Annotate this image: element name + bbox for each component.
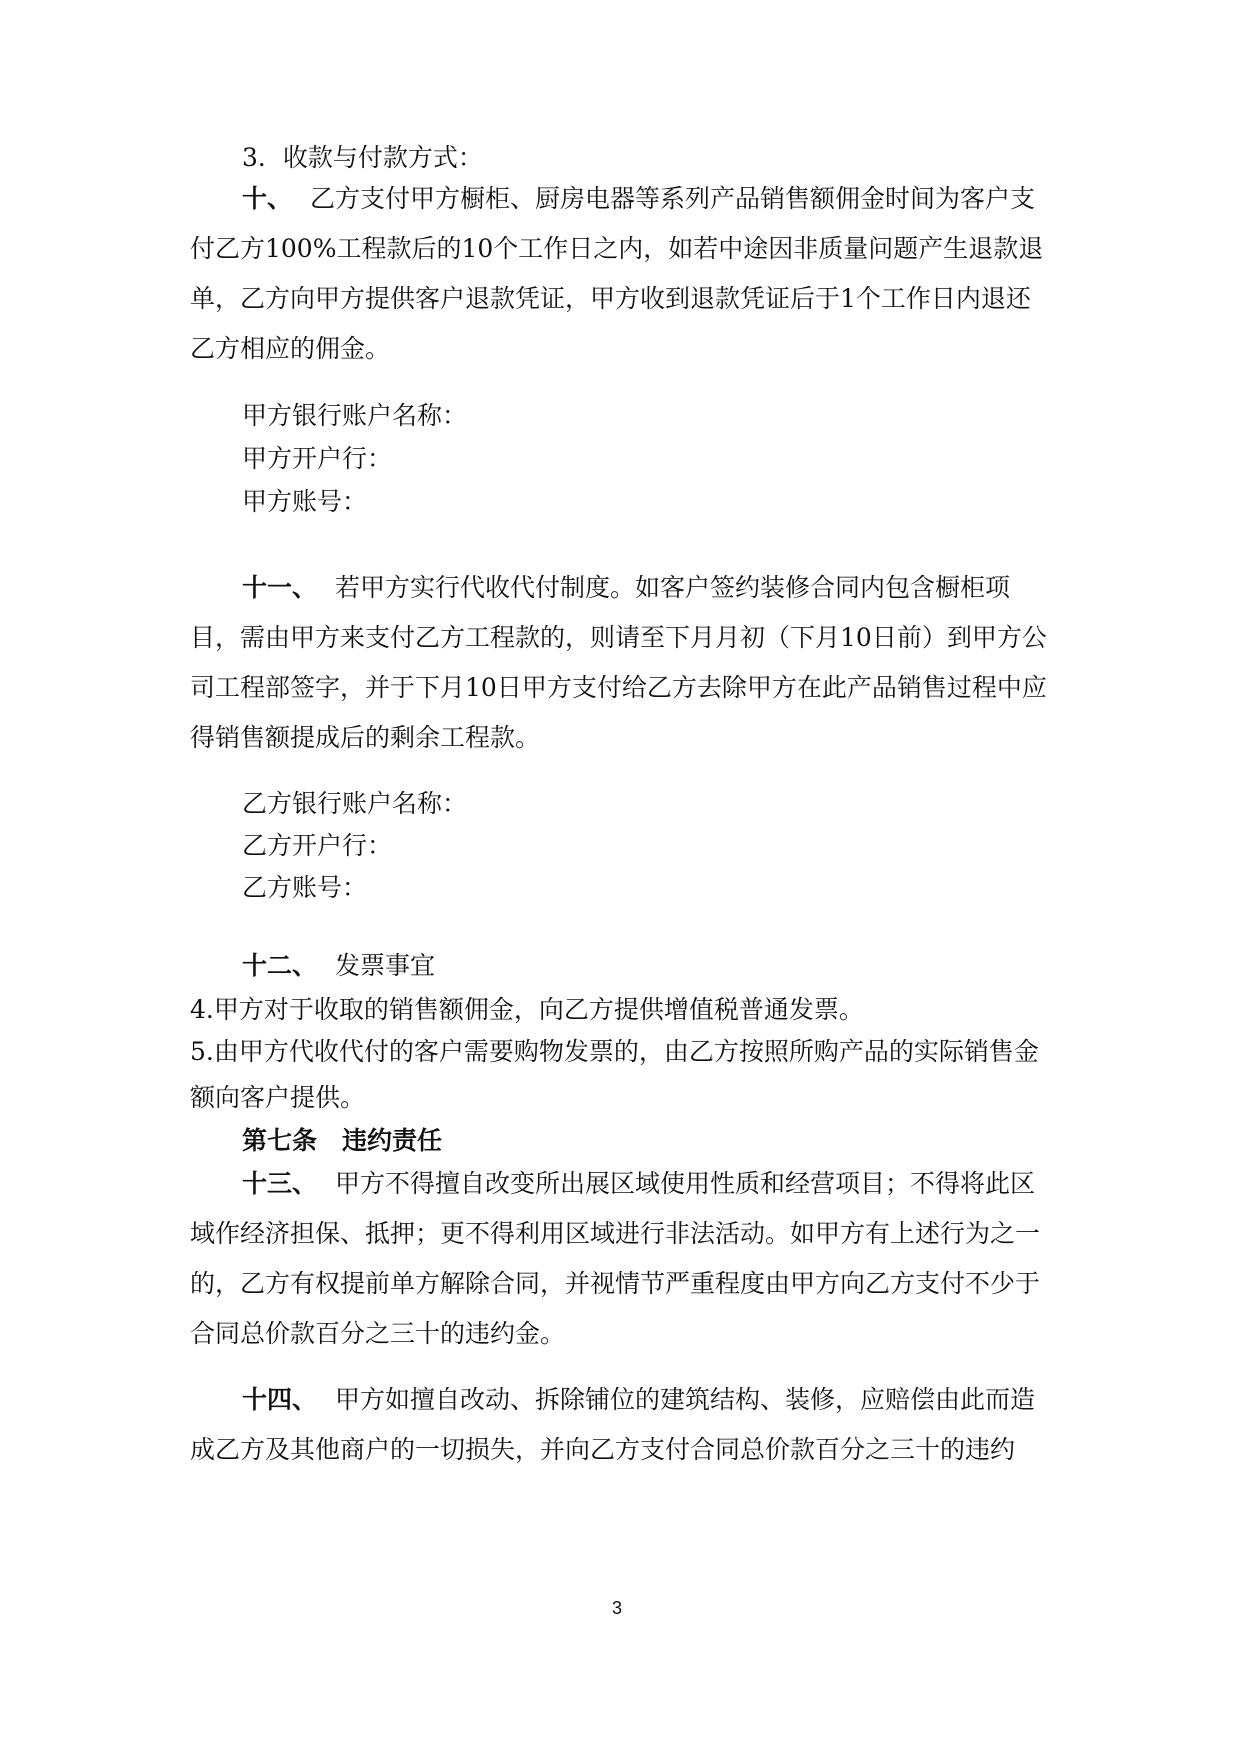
invoice-item-4: 4.甲方对于收取的销售额佣金，向乙方提供增值税普通发票。: [190, 995, 864, 1024]
party-a-account-no: 甲方账号：: [242, 487, 368, 516]
clause-12-text: 发票事宜: [335, 951, 436, 980]
clause-12-number: 十二、: [242, 951, 318, 980]
page-number: 3: [611, 1598, 622, 1618]
clause-11-number: 十一、: [242, 573, 318, 602]
party-b-account-no: 乙方账号：: [242, 873, 368, 902]
party-a-account-name: 甲方银行账户名称：: [242, 401, 468, 430]
party-b-account-name: 乙方银行账户名称：: [242, 789, 468, 818]
clause-11-text: 若甲方实行代收代付制度。如客户签约装修合同内包含橱柜项目，需由甲方来支付乙方工程款的，则请至下月月初（下月10日前）到甲方公司工程部签字，并于下月10日甲方支付给乙方去除甲方在此产品销售过程中应得销售额提成后的剩余工程款。: [190, 573, 1047, 752]
clause-14: [190, 1375, 1050, 1475]
clause-12: [242, 950, 435, 982]
party-b-bank: 乙方开户行：: [242, 831, 393, 860]
invoice-item-5: 5.由甲方代收代付的客户需要购物发票的，由乙方按照所购产品的实际销售金额向客户提供。: [190, 1037, 1039, 1112]
clause-10-text: 乙方支付甲方橱柜、厨房电器等系列产品销售额佣金时间为客户支付乙方100%工程款后的10个工作日之内，如若中途因非质量问题产生退款退单，乙方向甲方提供客户退款凭证，甲方收到退款凭证后于1个工作日内退还乙方相应的佣金。: [190, 184, 1044, 363]
clause-11: [190, 563, 1050, 763]
payment-section-heading: 3．收款与付款方式：: [242, 143, 483, 172]
clause-10: [190, 174, 1050, 374]
party-a-bank: 甲方开户行：: [242, 444, 393, 473]
article-7-title: 第七条 违约责任: [242, 1126, 443, 1155]
clause-13-text: 甲方不得擅自改变所出展区域使用性质和经营项目；不得将此区域作经济担保、抵押；更不得利用区域进行非法活动。如甲方有上述行为之一的，乙方有权提前单方解除合同，并视情节严重程度由甲方向乙方支付不少于合同总价款百分之三十的违约金。: [190, 1169, 1041, 1348]
clause-14-text: 甲方如擅自改动、拆除铺位的建筑结构、装修，应赔偿由此而造成乙方及其他商户的一切损失，并向乙方支付合同总价款百分之三十的违约: [190, 1385, 1036, 1464]
clause-10-number: 十、: [242, 184, 293, 213]
clause-14-number: 十四、: [242, 1385, 318, 1414]
clause-13-number: 十三、: [242, 1169, 318, 1198]
clause-13: [190, 1159, 1050, 1359]
